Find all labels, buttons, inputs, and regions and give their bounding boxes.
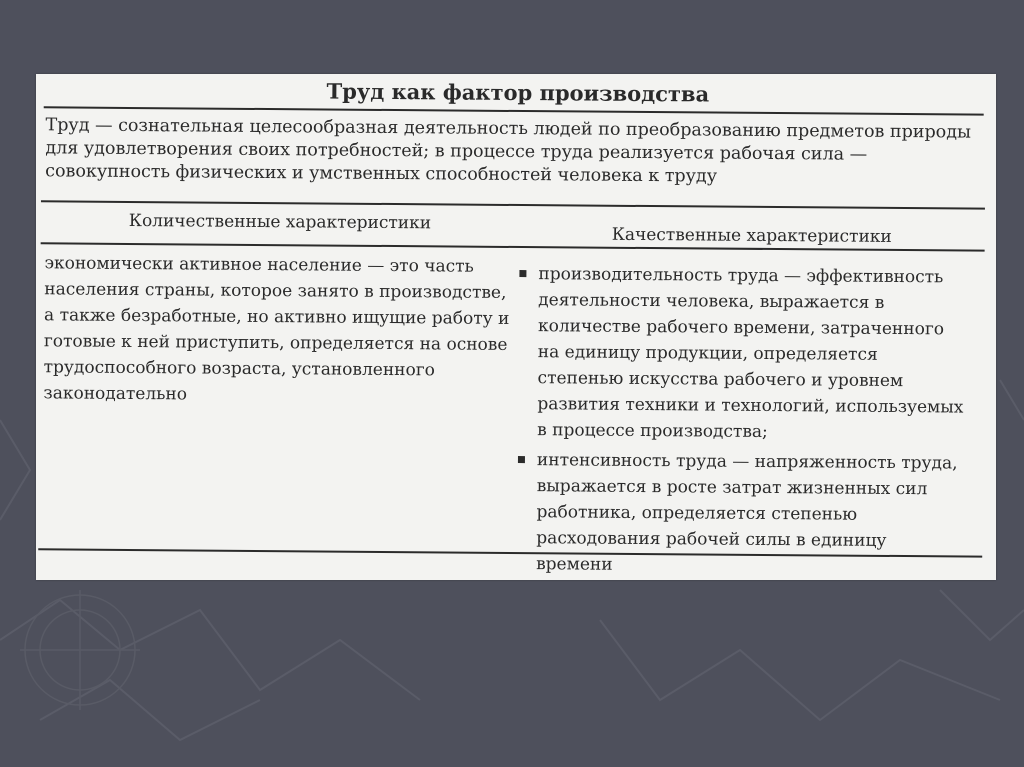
scanned-table — [36, 74, 996, 580]
right-column-header: Качественные характеристики — [611, 224, 892, 247]
definition-rule — [41, 200, 985, 209]
square-bullet-icon — [519, 270, 526, 277]
square-bullet-icon — [518, 456, 525, 463]
list-item-text: производительность труда — эффективность деятельности человека, выражается в количестве рабочего времени, затраченного на единицу продукции, определяется степенью искусства рабочего и уровнем развития техники и технологий, используемых в процессе производства; — [537, 264, 964, 442]
list-item — [517, 261, 968, 447]
table-content — [36, 74, 996, 580]
list-item — [516, 447, 967, 580]
list-item-text: интенсивность труда — напряженность труда, выражается в росте затрат жизненных сил работника, определяется степенью расходования рабочей силы в единицу времени — [536, 450, 958, 575]
title-rule — [44, 106, 984, 115]
left-column-header: Количественные характеристики — [128, 210, 432, 234]
quantitative-text: экономически активное население — это часть населения страны, которое занято в производстве, а также безработные, но активно ищущие работу и готовые к ней приступить, определяется на основе трудоспособного возраста, установленного законодательно — [43, 253, 510, 405]
table-title: Труд как фактор производства — [326, 78, 710, 107]
qualitative-list — [516, 261, 968, 580]
definition-text: Труд — сознательная целесообразная деятельность людей по преобразованию предметов природы для удовлетворения своих потребностей; в процессе труда реализуется рабочая сила — совокупность физических и умственных способностей человека к труду — [45, 115, 972, 187]
